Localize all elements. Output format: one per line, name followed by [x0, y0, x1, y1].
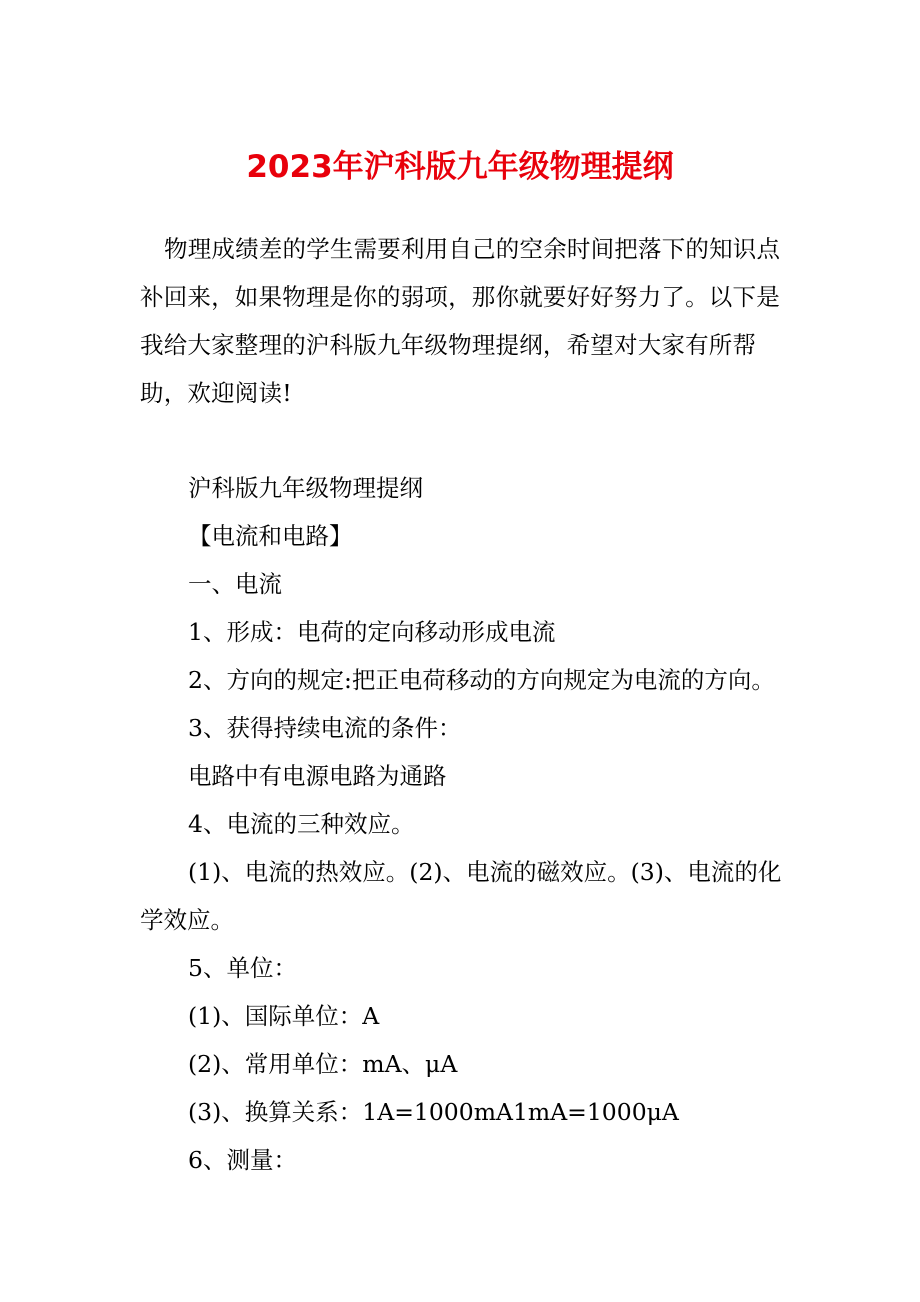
subsection-heading: 一、电流 — [188, 570, 282, 598]
list-item: (2)、常用单位：mA、μA — [188, 1050, 458, 1078]
list-item: (3)、换算关系：1A=1000mA1mA=1000μA — [188, 1098, 679, 1126]
list-item: 6、测量： — [188, 1146, 297, 1174]
outline-heading: 沪科版九年级物理提纲 — [188, 474, 423, 502]
list-item: (1)、电流的热效应。(2)、电流的磁效应。(3)、电流的化学效应。 — [140, 858, 782, 934]
section-heading: 【电流和电路】 — [188, 522, 353, 550]
list-item: 4、电流的三种效应。 — [188, 810, 415, 838]
list-item: 3、获得持续电流的条件： — [188, 714, 462, 742]
list-item: 2、方向的规定:把正电荷移动的方向规定为电流的方向。 — [188, 666, 775, 694]
list-item: 5、单位： — [188, 954, 297, 982]
document-title: 2023年沪科版九年级物理提纲 — [246, 149, 674, 185]
list-item: (1)、国际单位：A — [188, 1002, 380, 1030]
list-item: 1、形成：电荷的定向移动形成电流 — [188, 618, 556, 646]
intro-paragraph: 物理成绩差的学生需要利用自己的空余时间把落下的知识点补回来，如果物理是你的弱项，那你就要好好努力了。以下是我给大家整理的沪科版九年级物理提纲，希望对大家有所帮助，欢迎阅读! — [140, 235, 781, 407]
list-item: 电路中有电源电路为通路 — [188, 762, 447, 790]
